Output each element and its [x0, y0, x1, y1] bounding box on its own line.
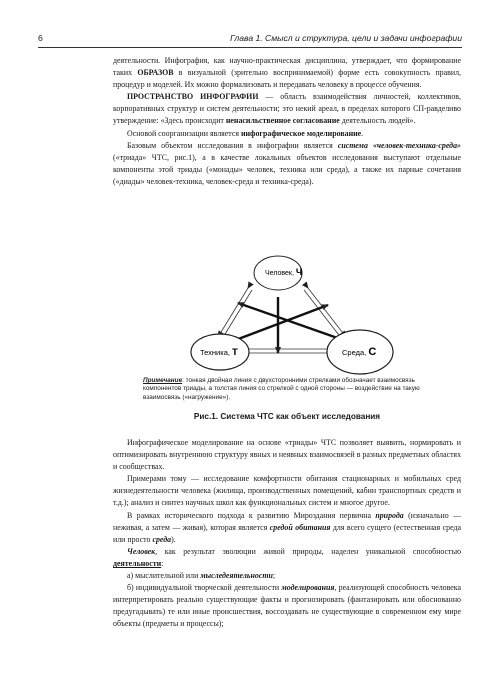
- figure-note: [143, 377, 433, 402]
- svg-text:Человек, Ч: Человек, Ч: [265, 267, 303, 277]
- chapter-title: Глава 1. Смысл и структура, цели и задачи инфографии: [230, 33, 462, 43]
- page-number: 6: [38, 33, 43, 43]
- paragraph-9: а) мыслительной или мыследеятельности;: [127, 571, 276, 581]
- figure-caption: Рис.1. Система ЧТС как объект исследования: [193, 412, 381, 421]
- node-human: [254, 256, 302, 290]
- paragraph-7: В рамках исторического подхода к развитию Мироздания первична природа (изначально — неживая, а затем — живая), которая является средой обитания для всего сущего (естественная среда или просто среда).: [113, 510, 461, 544]
- chts-system-diagram: [178, 245, 403, 377]
- paragraph-2: ПРОСТРАНСТВО ИНФОГРАФИИ — область взаимодействия личностей, коллективов, корпоративных структур и систем деятельности; это некий ареал, в пределах которого СП-равделиво утверждение: «Здесь происходит ненасильственное согласование деятельность людей».: [113, 92, 461, 126]
- node-tech: [191, 334, 249, 370]
- running-header: [38, 33, 462, 48]
- paragraph-1: деятельности. Инфография, как научно-практическая дисциплина, утверждает, что формирование таких ОБРАЗОВ в визуальной (зрительно воспринимаемой) форме есть совокупность правил, процедур и моделей. Их можно формализовать и передавать человеку в процессе обучения.: [113, 56, 461, 90]
- text-block-top: [113, 55, 461, 188]
- paragraph-4: Базовым объектом исследования в инфографии является система «человек-техника-среда» («триада» ЧТС, рис.1), а в качестве локальных объектов исследования выступают отдельные компоненты этой триады («монады» человек, техника или среда), а также их парные сочетания («диады» человек-техника, человек-среда и техника-среда).: [113, 140, 461, 186]
- text-block-bottom: [113, 437, 461, 631]
- svg-text:Техника, Т: Техника, Т: [200, 347, 238, 358]
- paragraph-8: Человек, как результат эволюции живой природы, наделен уникальной способностью деятельности:: [113, 546, 461, 568]
- note-text: : тонкая двойная линия с двухсторонними стрелками обозначает взаимосвязь компонентов триады, а толстая линия со стрелкой с одной стороны — воздействие на такую взаимосвязь («нагружение»).: [143, 377, 420, 401]
- node-environment: [327, 330, 393, 374]
- svg-text:Среда, С: Среда, С: [342, 346, 377, 358]
- paragraph-6: Примерами тому — исследование комфортности обитания стационарных и мобильных сред жизнедеятельности человека (жилища, производственных помещений, кабин транспортных средств и т.д.); анализ и синтез научных школ как функциональных систем и многое другое.: [113, 474, 461, 508]
- paragraph-3: Основой соорганизации является инфографическое моделирование.: [127, 128, 364, 138]
- paragraph-5: Инфографическое моделирование на основе «триады» ЧТС позволяет выявить, нормировать и оптимизировать внутреннюю структуру явных и неявных взаимосвязей в разных предметных областях и сообществах.: [113, 438, 462, 472]
- note-label: Примечание: [143, 377, 183, 384]
- paragraph-10: б) индивидуальной творческой деятельности моделирования, реализующей способность человека интерпретировать реально существующие факты и прогнозировать (фантазировать или обоснованно предугадывать) те или иные происшествия, воссоздавать не существующие в современном ему мире объекты (предметы и процессы);: [113, 583, 461, 629]
